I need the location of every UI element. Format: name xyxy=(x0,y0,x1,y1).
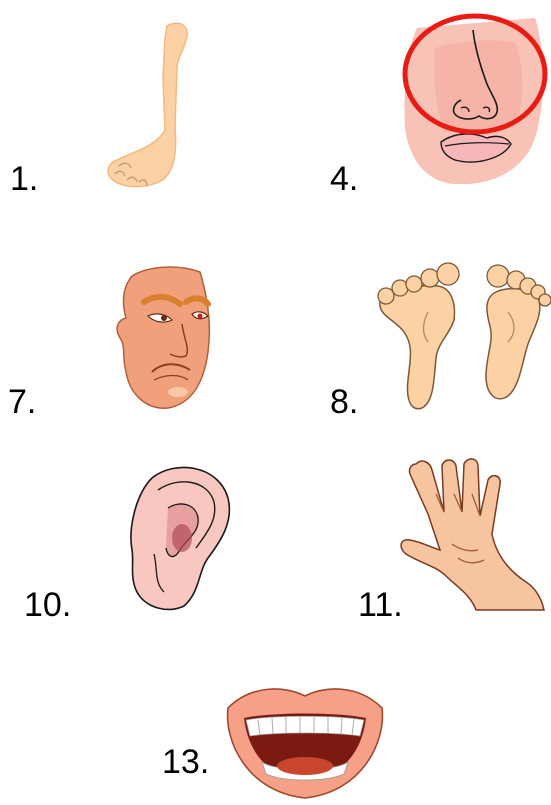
hand-icon xyxy=(396,454,546,614)
feet-soles-icon xyxy=(368,262,551,412)
item-label-1: 1. xyxy=(10,160,39,198)
mouth-icon xyxy=(222,682,388,802)
leg-foot-icon xyxy=(105,18,195,193)
item-label-8: 8. xyxy=(330,383,359,421)
face-icon xyxy=(108,262,220,412)
item-label-4: 4. xyxy=(330,160,359,198)
ear-icon xyxy=(124,458,234,613)
item-label-7: 7. xyxy=(8,383,37,421)
nose-icon xyxy=(395,8,551,190)
item-label-13: 13. xyxy=(162,743,210,781)
item-label-11: 11. xyxy=(358,586,403,624)
item-label-10: 10. xyxy=(24,586,72,624)
